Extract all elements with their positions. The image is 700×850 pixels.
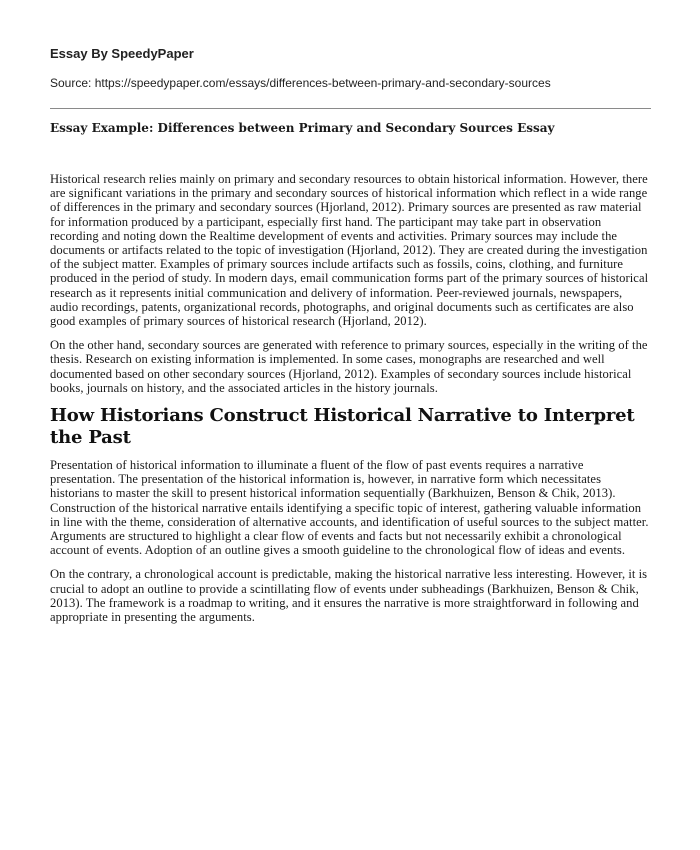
essay-body: [50, 172, 651, 634]
section-paragraph-2: On the contrary, a chronological account is predictable, making the historical narrative less interesting. However, it is crucial to adopt an outline to provide a scintillating flow of events under subheadings (Barkhuizen, Benson & Chik, 2013). The framework is a roadmap to writing, and it ensures the narrative is more straightforward in following and appropriate in presenting the arguments.: [50, 567, 648, 625]
paragraph-2: On the other hand, secondary sources are generated with reference to primary sources, especially in the writing of the thesis. Research on existing information is implemented. In some cases, monographs are researched and well documented based on other secondary sources (Hjorland, 2012). Examples of secondary sources include historical books, journals on history, and the associated articles in the history journals.: [50, 338, 648, 395]
section-heading: How Historians Construct Historical Narrative to Interpret the Past: [50, 405, 635, 449]
header-divider: [50, 108, 651, 109]
section-paragraph-1: Presentation of historical information to illuminate a fluent of the flow of past events requires a narrative presentation. The presentation of the historical information is, however, in narrative form which necessitates historians to master the skill to present historical information sequentially (Barkhuizen, Benson & Chik, 2013). Construction of the historical narrative entails identifying a specific topic of interest, gathering valuable information in line with the theme, consideration of alternative accounts, and identification of useful sources to the subject matter. Arguments are structured to highlight a clear flow of events and facts but not necessarily exhibit a chronological account of events. Adoption of an outline gives a smooth guideline to the chronological flow of ideas and events.: [50, 458, 649, 558]
source-url: Source: https://speedypaper.com/essays/differences-between-primary-and-secondary-sources: [50, 76, 551, 90]
brand-title: Essay By SpeedyPaper: [50, 46, 194, 61]
essay-title: Essay Example: Differences between Primary and Secondary Sources Essay: [50, 121, 555, 135]
paragraph-1: Historical research relies mainly on primary and secondary resources to obtain historical information. However, there are significant variations in the primary and secondary sources of historical information which reflect in a wide range of differences in the primary and secondary sources (Hjorland, 2012). Primary sources are presented as raw material for information produced by a participant, especially first hand. The participant may take part in observation recording and noting down the Realtime development of events and activities. Primary sources may include the documents or artifacts related to the topic of investigation (Hjorland, 2012). They are created during the investigation of the subject matter. Examples of primary sources include artifacts such as fossils, coins, clothing, and furniture produced in the period of study. In modern days, email communication forms part of the primary sources of historical research as it represents initial communication and delivery of information. Peer-reviewed journals, newspapers, audio recordings, patents, organizational records, photographs, and original documents such as certificates are also good examples of primary sources of historical research (Hjorland, 2012).: [50, 172, 649, 329]
